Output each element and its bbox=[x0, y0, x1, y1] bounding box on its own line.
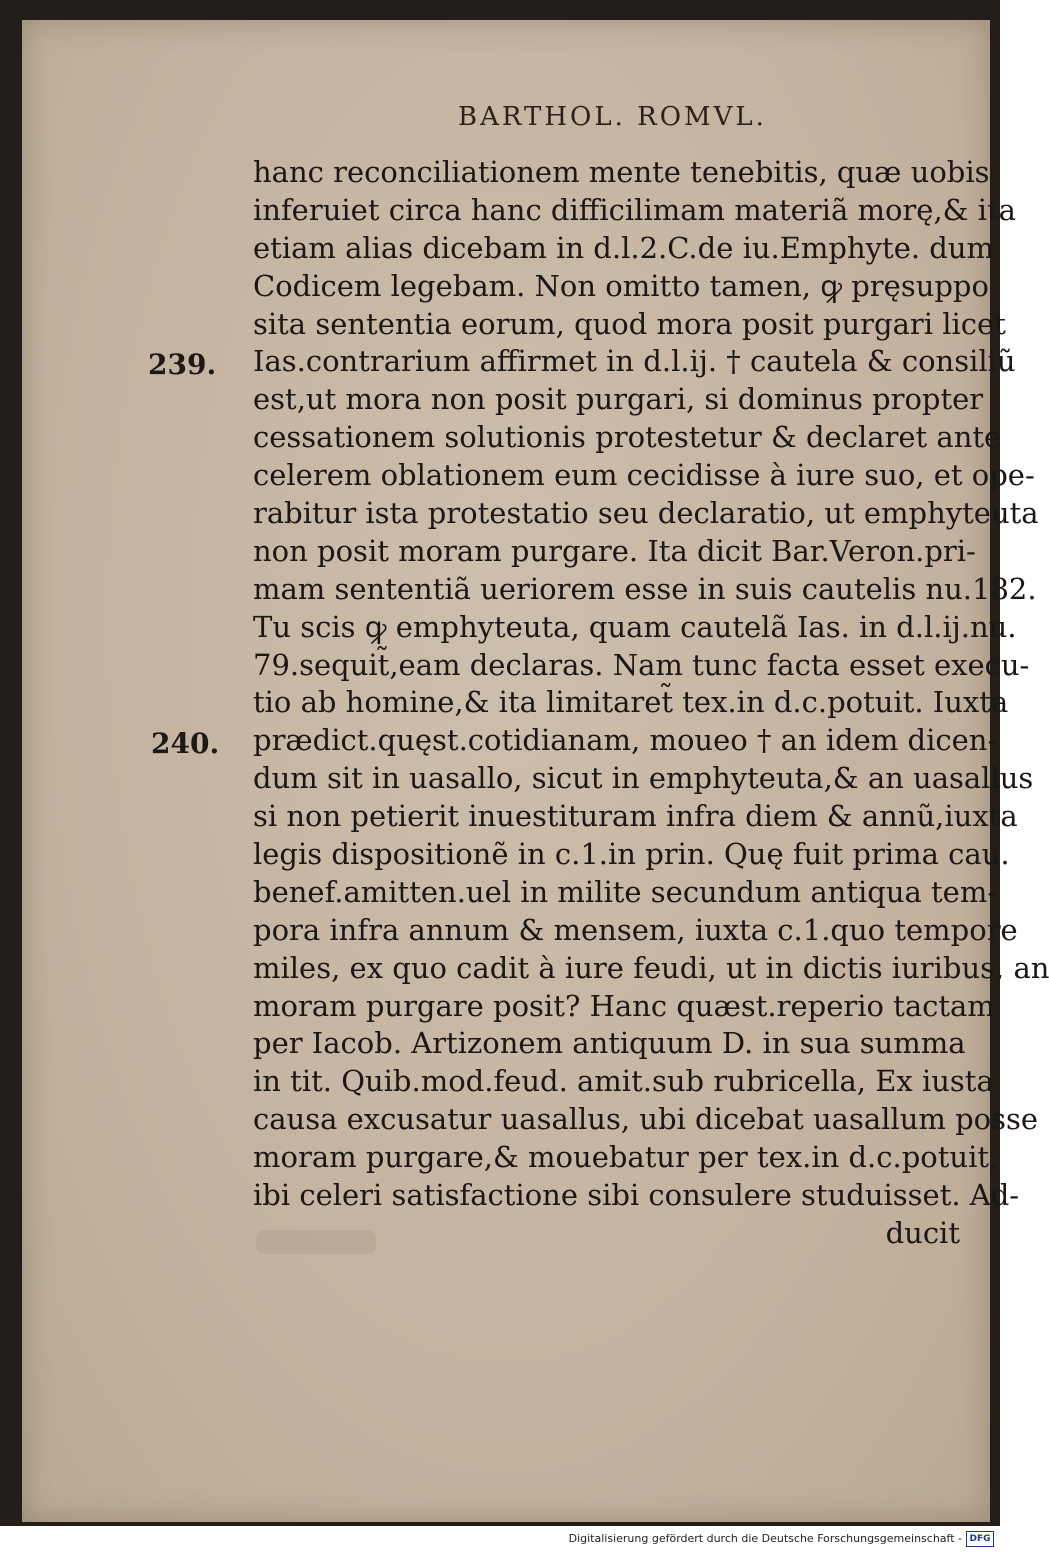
text-block bbox=[253, 154, 1049, 1253]
text-line: etiam alias dicebam in d.l.2.C.de iu.Emphyte. dum bbox=[253, 230, 995, 265]
text-line: cessationem solutionis protestetur & declaret ante bbox=[253, 420, 1002, 455]
text-line: Tu scis ꝙ emphyteuta, quam cautelã Ias. in d.l.ij.nu. bbox=[253, 609, 1017, 644]
text-line: ibi celeri satisfactione sibi consulere studuisset. Ad- bbox=[253, 1178, 1020, 1213]
ink-bleed-stain bbox=[256, 1230, 376, 1254]
text-line: benef.amitten.uel in milite secundum antiqua tem- bbox=[253, 874, 998, 909]
text-line: sita sententia eorum, quod mora posit purgari licet bbox=[253, 306, 1006, 341]
text-line: rabitur ista protestatio seu declaratio, ut emphyteuta bbox=[253, 496, 1039, 531]
catchword: ducit bbox=[885, 1215, 960, 1250]
text-line: moram purgare,& mouebatur per tex.in d.c.potuit, bbox=[253, 1140, 999, 1175]
text-line: dum sit in uasallo, sicut in emphyteuta,& an uasallus bbox=[253, 761, 1034, 796]
text-line: per Iacob. Artizonem antiquum D. in sua summa bbox=[253, 1026, 966, 1061]
marginal-number-239: 239. bbox=[148, 348, 217, 381]
text-line: si non petierit inuestituram infra diem & annũ,iuxta bbox=[253, 799, 1018, 834]
running-head: BARTHOL. ROMVL. bbox=[458, 102, 767, 132]
text-line: moram purgare posit? Hanc quæst.reperio tactam bbox=[253, 988, 995, 1023]
text-line: Codicem legebam. Non omitto tamen, ꝙ pręsuppo bbox=[253, 268, 989, 303]
text-line: 79.sequit̃,eam declaras. Nam tunc facta esset execu- bbox=[253, 647, 1030, 682]
text-line: tio ab homine,& ita limitaret̃ tex.in d.c.potuit. Iuxta bbox=[253, 685, 1009, 720]
text-line: Ias.contrarium affirmet in d.l.ij. † cautela & consiliũ bbox=[253, 344, 1016, 379]
text-line: legis dispositionẽ in c.1.in prin. Quę fuit prima cau. bbox=[253, 837, 1010, 872]
text-line: non posit moram purgare. Ita dicit Bar.Veron.pri- bbox=[253, 533, 976, 568]
text-line: hanc reconciliationem mente tenebitis, quæ uobis bbox=[253, 155, 990, 189]
text-line: inferuiet circa hanc difficilimam materiã morę,& ita bbox=[253, 192, 1016, 227]
text-line: mam sententiã ueriorem esse in suis cautelis nu.182. bbox=[253, 571, 1037, 606]
text-line: causa excusatur uasallus, ubi dicebat uasallum posse bbox=[253, 1102, 1039, 1137]
footer-bar bbox=[0, 1526, 1000, 1553]
text-line: pora infra annum & mensem, iuxta c.1.quo tempore bbox=[253, 912, 1018, 947]
text-line: miles, ex quo cadit à iure feudi, ut in dictis iuribus, an bbox=[253, 950, 1049, 985]
marginal-number-240: 240. bbox=[151, 727, 220, 760]
text-line: prædict.quęst.cotidianam, moueo † an idem dicen- bbox=[253, 723, 998, 758]
dfg-logo-icon: DFG bbox=[966, 1531, 994, 1547]
text-line: in tit. Quib.mod.feud. amit.sub rubricella, Ex iusta bbox=[253, 1064, 994, 1099]
text-line: celerem oblationem eum cecidisse à iure suo, et ope- bbox=[253, 458, 1035, 493]
funding-notice: Digitalisierung gefördert durch die Deutsche Forschungsgemeinschaft - bbox=[568, 1532, 962, 1545]
text-line: est,ut mora non posit purgari, si dominus propter bbox=[253, 382, 984, 417]
